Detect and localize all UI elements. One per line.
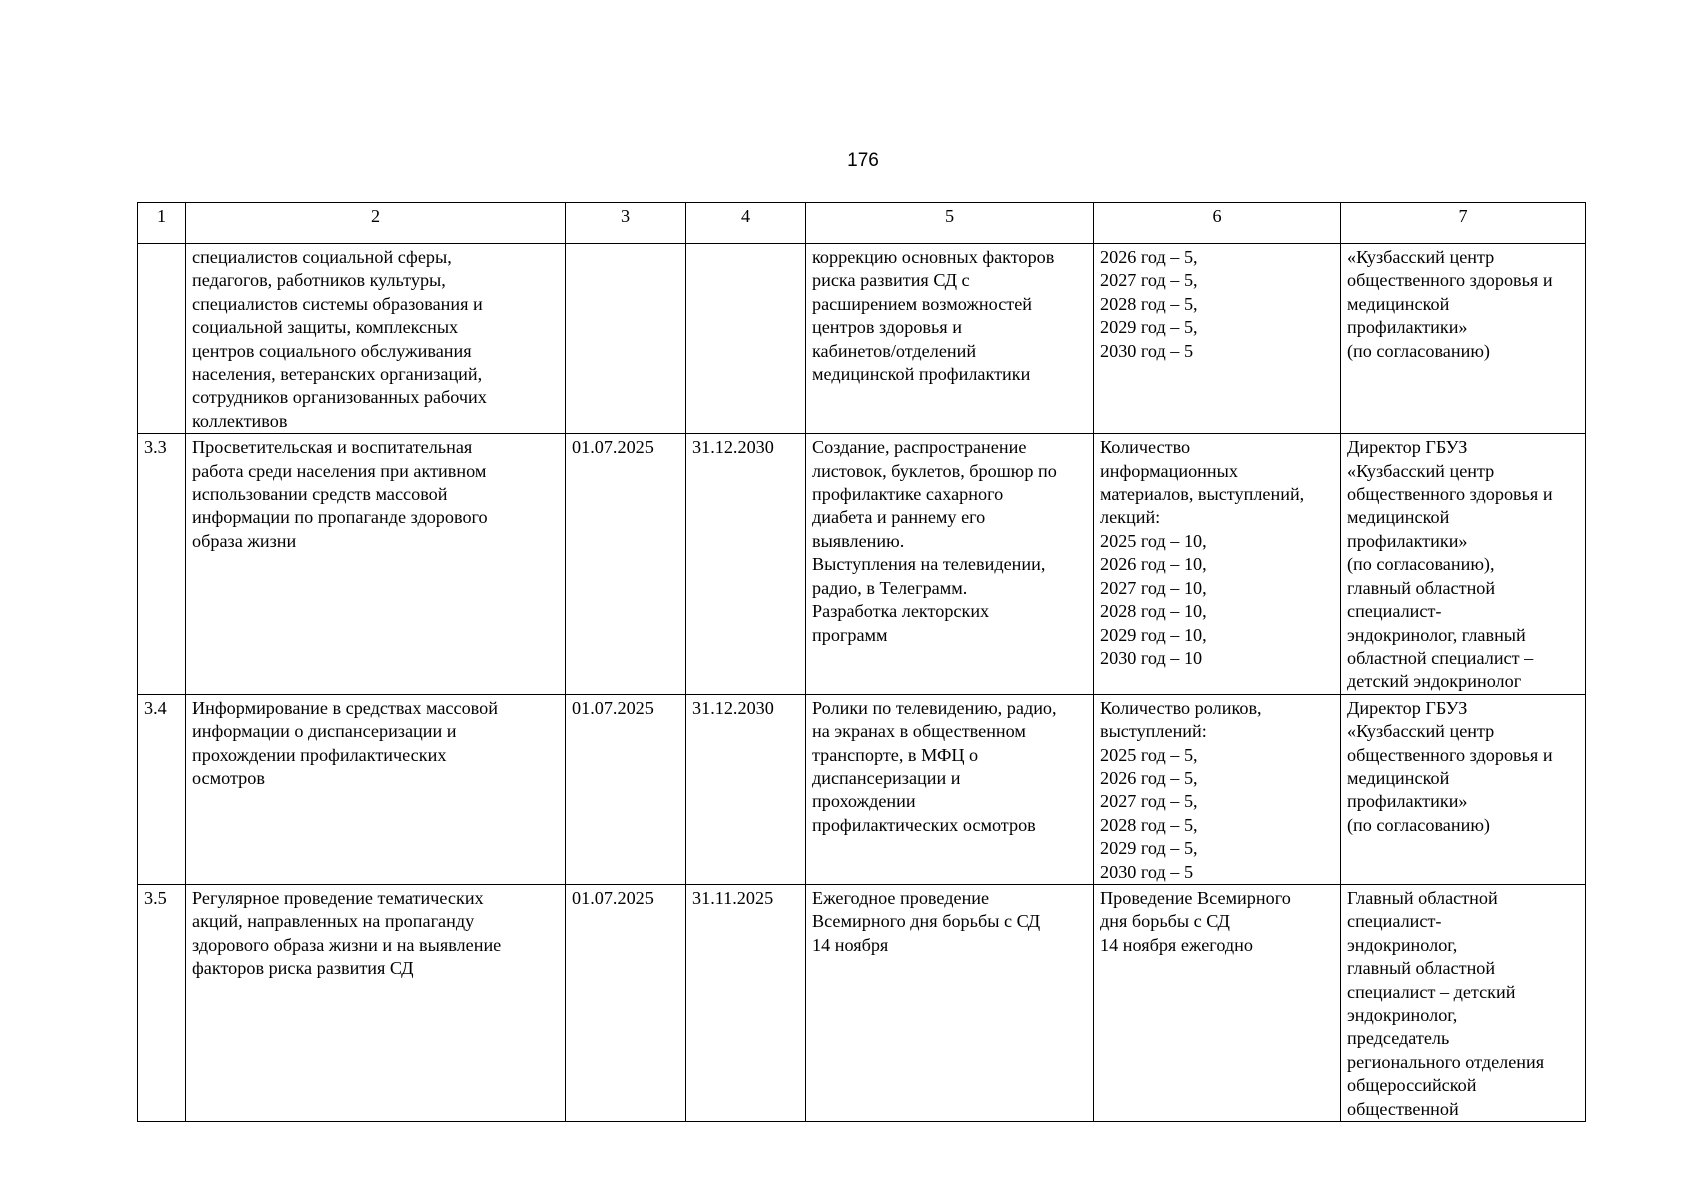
table-header-row xyxy=(138,203,1586,244)
start-date-cell: 01.07.2025 xyxy=(566,694,686,884)
document-table xyxy=(137,202,1586,1122)
activity-cell: специалистов социальной сферы, педагогов, работников культуры, специалистов системы образования и социальной защиты, комплексных центров социального обслуживания населения, ветеранских организаций, сотрудников организованных рабочих коллективов xyxy=(186,244,566,434)
indicator-cell: 2026 год – 5, 2027 год – 5, 2028 год – 5, 2029 год – 5, 2030 год – 5 xyxy=(1094,244,1341,434)
result-cell: коррекцию основных факторов риска развития СД с расширением возможностей центров здоровья и кабинетов/отделений медицинской профилактики xyxy=(806,244,1094,434)
responsible-cell: «Кузбасский центр общественного здоровья и медицинской профилактики» (по согласованию) xyxy=(1341,244,1586,434)
page-number: 176 xyxy=(847,150,879,171)
row-number-cell: 3.5 xyxy=(138,884,186,1121)
activity-cell: Информирование в средствах массовой информации о диспансеризации и прохождении профилактических осмотров xyxy=(186,694,566,884)
table-row xyxy=(138,884,1586,1121)
column-header: 7 xyxy=(1341,203,1586,244)
table-row xyxy=(138,244,1586,434)
activity-cell: Просветительская и воспитательная работа среди населения при активном использовании средств массовой информации по пропаганде здорового образа жизни xyxy=(186,434,566,694)
row-number-cell: 3.4 xyxy=(138,694,186,884)
end-date-cell: 31.11.2025 xyxy=(686,884,806,1121)
indicator-cell: Количество информационных материалов, выступлений, лекций: 2025 год – 10, 2026 год – 10, 2027 год – 10, 2028 год – 10, 2029 год – 10, 2030 год – 10 xyxy=(1094,434,1341,694)
start-date-cell: 01.07.2025 xyxy=(566,434,686,694)
indicator-cell: Проведение Всемирного дня борьбы с СД 14 ноября ежегодно xyxy=(1094,884,1341,1121)
row-number-cell xyxy=(138,244,186,434)
column-header: 1 xyxy=(138,203,186,244)
table-row xyxy=(138,694,1586,884)
start-date-cell: 01.07.2025 xyxy=(566,884,686,1121)
end-date-cell xyxy=(686,244,806,434)
start-date-cell xyxy=(566,244,686,434)
row-number-cell: 3.3 xyxy=(138,434,186,694)
column-header: 4 xyxy=(686,203,806,244)
indicator-cell: Количество роликов, выступлений: 2025 год – 5, 2026 год – 5, 2027 год – 5, 2028 год – 5, 2029 год – 5, 2030 год – 5 xyxy=(1094,694,1341,884)
table-row xyxy=(138,434,1586,694)
column-header: 3 xyxy=(566,203,686,244)
responsible-cell: Директор ГБУЗ «Кузбасский центр общественного здоровья и медицинской профилактики» (по согласованию) xyxy=(1341,694,1586,884)
end-date-cell: 31.12.2030 xyxy=(686,694,806,884)
activity-cell: Регулярное проведение тематических акций, направленных на пропаганду здорового образа жизни и на выявление факторов риска развития СД xyxy=(186,884,566,1121)
column-header: 6 xyxy=(1094,203,1341,244)
result-cell: Ролики по телевидению, радио, на экранах в общественном транспорте, в МФЦ о диспансеризации и прохождении профилактических осмотров xyxy=(806,694,1094,884)
column-header: 5 xyxy=(806,203,1094,244)
end-date-cell: 31.12.2030 xyxy=(686,434,806,694)
column-header: 2 xyxy=(186,203,566,244)
responsible-cell: Директор ГБУЗ «Кузбасский центр общественного здоровья и медицинской профилактики» (по согласованию), главный областной специалист- эндокринолог, главный областной специалист – детский эндокринолог xyxy=(1341,434,1586,694)
result-cell: Создание, распространение листовок, буклетов, брошюр по профилактике сахарного диабета и раннему его выявлению. Выступления на телевидении, радио, в Телеграмм. Разработка лекторских программ xyxy=(806,434,1094,694)
responsible-cell: Главный областной специалист- эндокринолог, главный областной специалист – детский эндокринолог, председатель регионального отделения общероссийской общественной xyxy=(1341,884,1586,1121)
result-cell: Ежегодное проведение Всемирного дня борьбы с СД 14 ноября xyxy=(806,884,1094,1121)
